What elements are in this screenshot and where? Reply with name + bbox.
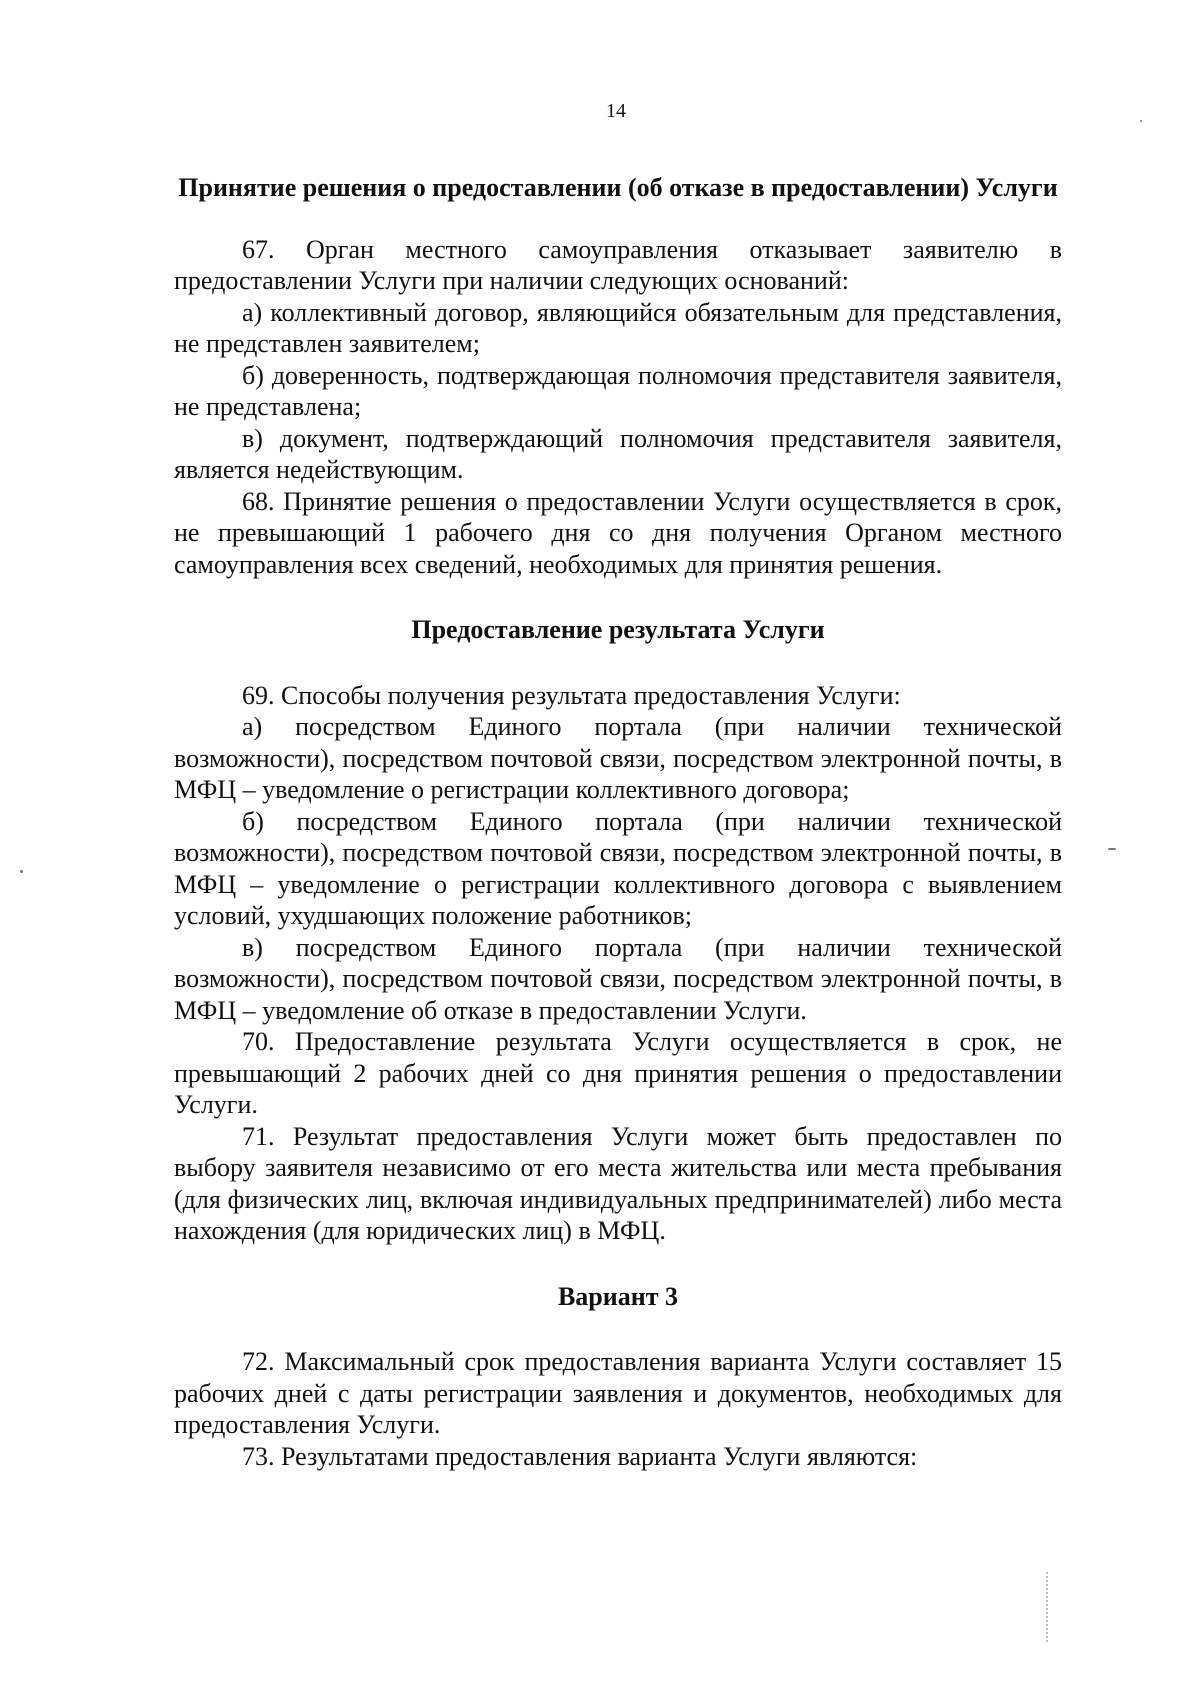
page-number: 14 bbox=[606, 100, 626, 122]
scan-speck bbox=[1108, 848, 1116, 850]
paragraph-69: 69. Способы получения результата предоставления Услуги: bbox=[242, 680, 901, 710]
paragraph-73: 73. Результатами предоставления варианта Услуги являются: bbox=[242, 1441, 918, 1471]
paragraph-69a: а) посредством Единого портала (при наличии технической возможности), посредством почтовой связи, посредством электронной почты, в МФЦ – уведомление о регистрации коллективного договора; bbox=[174, 712, 1062, 804]
paragraph-67: 67. Орган местного самоуправления отказывает заявителю в предоставлении Услуги при наличии следующих оснований: bbox=[174, 234, 1062, 295]
paragraph-67a: а) коллективный договор, являющийся обязательным для представления, не представлен заявителем; bbox=[174, 297, 1062, 358]
paragraph-67b: б) доверенность, подтверждающая полномочия представителя заявителя, не представлена; bbox=[174, 360, 1062, 421]
section-heading-variant-3: Вариант 3 bbox=[557, 1281, 679, 1311]
scan-dotted-mark bbox=[1046, 1572, 1050, 1642]
section-heading-result: Предоставление результата Услуги bbox=[411, 615, 825, 644]
paragraph-69c: в) посредством Единого портала (при наличии технической возможности), посредством почтовой связи, посредством электронной почты, в МФЦ – уведомление об отказе в предоставлении Услуги. bbox=[174, 932, 1062, 1025]
document-body bbox=[174, 172, 1062, 1472]
paragraph-67c: в) документ, подтверждающий полномочия представителя заявителя, является недействующим. bbox=[174, 423, 1062, 484]
paragraph-71: 71. Результат предоставления Услуги может быть предоставлен по выбору заявителя независимо от его места жительства или места пребывания (для физических лиц, включая индивидуальных предпринимателей) либо места нахождения (для юридических лиц) в МФЦ. bbox=[174, 1121, 1062, 1245]
scan-speck bbox=[20, 870, 23, 873]
scan-speck bbox=[1140, 120, 1142, 122]
paragraph-72: 72. Максимальный срок предоставления варианта Услуги составляет 15 рабочих дней с даты регистрации заявления и документов, необходимых для предоставления Услуги. bbox=[174, 1347, 1062, 1439]
section-heading-decision: Принятие решения о предоставлении (об отказе в предоставлении) Услуги bbox=[178, 173, 1058, 202]
paragraph-69b: б) посредством Единого портала (при наличии технической возможности), посредством почтовой связи, посредством электронной почты, в МФЦ – уведомление о регистрации коллективного договора с выявлением условий, ухудшающих положение работников; bbox=[174, 806, 1062, 930]
paragraph-68: 68. Принятие решения о предоставлении Услуги осуществляется в срок, не превышающий 1 рабочего дня со дня получения Органом местного самоуправления всех сведений, необходимых для принятия решения. bbox=[174, 486, 1062, 579]
paragraph-70: 70. Предоставление результата Услуги осуществляется в срок, не превышающий 2 рабочих дней со дня принятия решения о предоставлении Услуги. bbox=[174, 1027, 1062, 1119]
